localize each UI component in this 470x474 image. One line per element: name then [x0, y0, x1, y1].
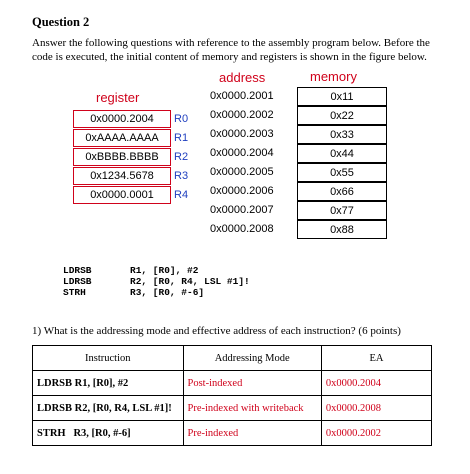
cell-addressing-mode: Post-indexed	[183, 371, 321, 396]
table-header-row	[33, 346, 432, 371]
program-operands: R3, [R0, #-6]	[130, 287, 205, 298]
cell-instruction: LDRSB R2, [R0, R4, LSL #1]!	[33, 396, 184, 421]
question-intro: Answer the following questions with reference to the assembly program below. Before the code is executed, the initial content of memory and registers is shown in the figure below.	[32, 37, 430, 63]
memory-cell: 0x11	[297, 87, 387, 106]
register-name-r0: R0	[174, 113, 189, 125]
register-value-r4: 0x0000.0001	[73, 186, 171, 204]
cell-instruction: STRH R3, [R0, #-6]	[33, 421, 184, 446]
memory-cell: 0x55	[297, 163, 387, 182]
memory-cell: 0x66	[297, 182, 387, 201]
register-name-r2: R2	[174, 151, 189, 163]
answer-table	[32, 345, 432, 446]
cell-ea: 0x0000.2004	[321, 371, 431, 396]
memory-cell: 0x33	[297, 125, 387, 144]
memory-cell: 0x77	[297, 201, 387, 220]
header-ea: EA	[321, 346, 431, 371]
address-heading: address	[219, 70, 266, 85]
header-addressing-mode: Addressing Mode	[183, 346, 321, 371]
register-value-r3: 0x1234.5678	[73, 167, 171, 185]
memory-address: 0x0000.2002	[210, 109, 274, 121]
memory-address: 0x0000.2004	[210, 147, 274, 159]
table-row	[33, 371, 432, 396]
table-row	[33, 421, 432, 446]
register-value-r0: 0x0000.2004	[73, 110, 171, 128]
memory-address: 0x0000.2003	[210, 128, 274, 140]
cell-addressing-mode: Pre-indexed	[183, 421, 321, 446]
register-value-r1: 0xAAAA.AAAA	[73, 129, 171, 147]
program-operands: R2, [R0, R4, LSL #1]!	[130, 276, 250, 287]
memory-cell: 0x44	[297, 144, 387, 163]
question-title: Question 2	[32, 15, 90, 29]
subquestion-text: 1) What is the addressing mode and effective address of each instruction? (6 points)	[32, 325, 401, 337]
memory-address: 0x0000.2001	[210, 90, 274, 102]
cell-addressing-mode: Pre-indexed with writeback	[183, 396, 321, 421]
program-opcode: STRH	[63, 287, 86, 298]
program-opcode: LDRSB	[63, 276, 92, 287]
register-heading: register	[96, 90, 140, 105]
memory-address: 0x0000.2006	[210, 185, 274, 197]
memory-address: 0x0000.2005	[210, 166, 274, 178]
program-operands: R1, [R0], #2	[130, 265, 199, 276]
register-name-r1: R1	[174, 132, 189, 144]
program-opcode: LDRSB	[63, 265, 92, 276]
memory-cell: 0x88	[297, 220, 387, 239]
memory-heading: memory	[310, 69, 357, 84]
table-row	[33, 396, 432, 421]
cell-ea: 0x0000.2008	[321, 396, 431, 421]
cell-instruction: LDRSB R1, [R0], #2	[33, 371, 184, 396]
register-value-r2: 0xBBBB.BBBB	[73, 148, 171, 166]
memory-address: 0x0000.2008	[210, 223, 274, 235]
memory-cell: 0x22	[297, 106, 387, 125]
header-instruction: Instruction	[33, 346, 184, 371]
register-name-r3: R3	[174, 170, 189, 182]
register-name-r4: R4	[174, 189, 189, 201]
memory-address: 0x0000.2007	[210, 204, 274, 216]
cell-ea: 0x0000.2002	[321, 421, 431, 446]
